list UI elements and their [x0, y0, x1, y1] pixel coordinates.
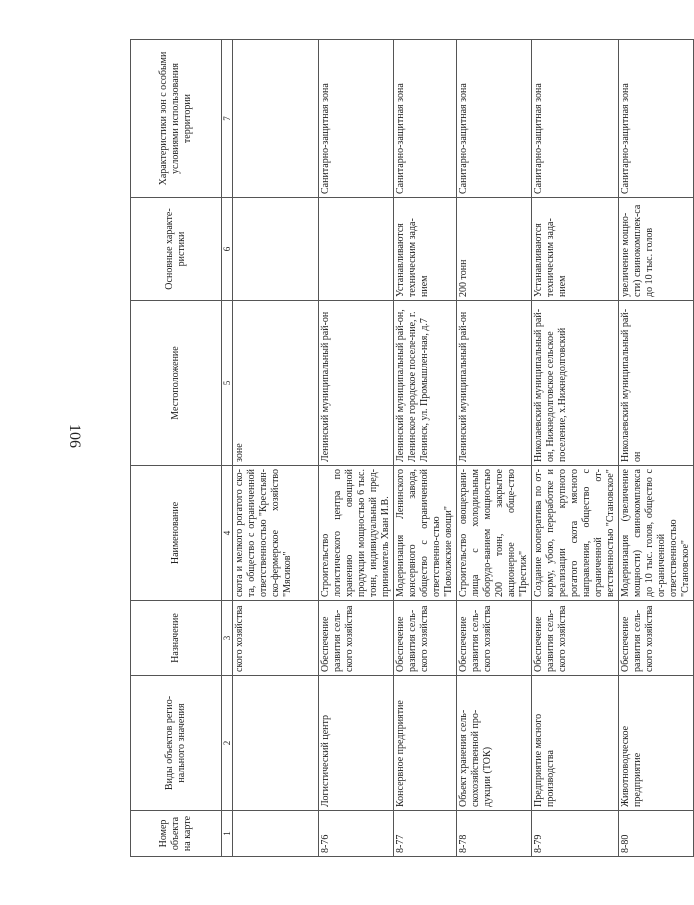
cell-purpose: Обеспечение развития сель-ского хозяйства — [394, 601, 457, 676]
column-number: 2 — [222, 676, 233, 811]
cell-chars: 200 тонн — [457, 198, 532, 301]
cell-zone: Санитарно-защитная зона — [457, 40, 532, 198]
continuation-row — [233, 40, 319, 857]
cell-zone: Санитарно-защитная зона — [319, 40, 394, 198]
cell-num: 8-76 — [319, 811, 394, 857]
rotated-table-container — [130, 40, 691, 857]
cell-num: 8-78 — [457, 811, 532, 857]
column-number: 5 — [222, 301, 233, 466]
cell-purpose: Обеспечение развития сель-ского хозяйства — [457, 601, 532, 676]
cell-chars: Устанавливаются техническим зада-нием — [394, 198, 457, 301]
cell-type: Объект хранения сель-скохозяйственной про-дукции (ТОК) — [457, 676, 532, 811]
cell-type: Животноводческое предприятие — [619, 676, 694, 811]
cell-zone: Санитарно-защитная зона — [394, 40, 457, 198]
cell-name: скота и мелкого рогатого ско-та, обществo с ограниченной ответственностью "Крестьян-ско-фермерское хозяйство "Мясиков" — [233, 466, 319, 601]
cell-zone — [233, 40, 319, 198]
cell-type — [233, 676, 319, 811]
cell-zone: Санитарно-защитная зона — [532, 40, 619, 198]
cell-num: 8-80 — [619, 811, 694, 857]
column-number: 3 — [222, 601, 233, 676]
header-cell: Характеристики зон с особыми условиями использования территории — [131, 40, 222, 198]
cell-location: Ленинский муниципальный рай-он — [457, 301, 532, 466]
table-row — [619, 40, 694, 857]
cell-name: Строительство овощехрани-лища с холодильным оборудо-ванием мощностью 200 тонн, закрытое акционерное обще-ство "Престиж" — [457, 466, 532, 601]
cell-type: Логистический центр — [319, 676, 394, 811]
cell-type: Предприятие мясного производства — [532, 676, 619, 811]
column-number: 6 — [222, 198, 233, 301]
objects-table — [130, 39, 694, 857]
cell-purpose: ского хозяйства — [233, 601, 319, 676]
header-cell: Виды объектов регио-нального значения — [131, 676, 222, 811]
cell-purpose: Обеспечение развития сель-ского хозяйства — [532, 601, 619, 676]
column-number: 4 — [222, 466, 233, 601]
cell-chars — [233, 198, 319, 301]
header-cell: Назначение — [131, 601, 222, 676]
cell-name: Строительство логистического центра по хранению овощной продукции мощностью 6 тыс. тонн, индивидуальный пред-приниматель Хван И.В. — [319, 466, 394, 601]
header-cell: Наименование — [131, 466, 222, 601]
column-number: 7 — [222, 40, 233, 198]
cell-zone: Санитарно-защитная зона — [619, 40, 694, 198]
table-row — [532, 40, 619, 857]
cell-location: Николаевский муниципальный рай-он — [619, 301, 694, 466]
cell-chars: увеличение мощно-сти) свинокомплек-са до 10 тыс. голов — [619, 198, 694, 301]
table-header-row — [131, 40, 222, 857]
header-cell: Местоположение — [131, 301, 222, 466]
cell-chars: Устанавливаются техническим зада-нием — [532, 198, 619, 301]
cell-name: Модернизация (увеличение мощности) свинокомплекса до 10 тыс. голов, общество с ог-раниченной ответственностью "Становское" — [619, 466, 694, 601]
page-number: 106 — [66, 424, 83, 448]
column-number-row — [222, 40, 233, 857]
cell-name: Модернизация Ленинского консервного завода, общество с ограниченной ответственно-стью "Поволжские овощи" — [394, 466, 457, 601]
table-row — [394, 40, 457, 857]
cell-location: зоне — [233, 301, 319, 466]
cell-num — [233, 811, 319, 857]
cell-purpose: Обеспечение развития сель-ского хозяйства — [319, 601, 394, 676]
table-row — [319, 40, 394, 857]
column-number: 1 — [222, 811, 233, 857]
cell-name: Создание кооператива по от-корму, убою, переработке и реализации крупного рогатого скота мясного направления, общество с ограниченной от-ветственностью "Становское" — [532, 466, 619, 601]
cell-chars — [319, 198, 394, 301]
cell-location: Николаевский муниципальный рай-он, Нижнедолговское сельское поселение, х.Нижнедолговский — [532, 301, 619, 466]
cell-location: Ленинский муниципальный рай-он — [319, 301, 394, 466]
cell-location: Ленинский муниципальный рай-он, Ленинское городское поселе-ние, г. Ленинск, ул. Промышлен-ная, д.7 — [394, 301, 457, 466]
header-cell: Основные характе-ристики — [131, 198, 222, 301]
header-cell: Номер объекта на карте — [131, 811, 222, 857]
cell-type: Консервное предприятие — [394, 676, 457, 811]
table-row — [457, 40, 532, 857]
cell-num: 8-77 — [394, 811, 457, 857]
cell-purpose: Обеспечение развития сель-ского хозяйства — [619, 601, 694, 676]
cell-num: 8-79 — [532, 811, 619, 857]
